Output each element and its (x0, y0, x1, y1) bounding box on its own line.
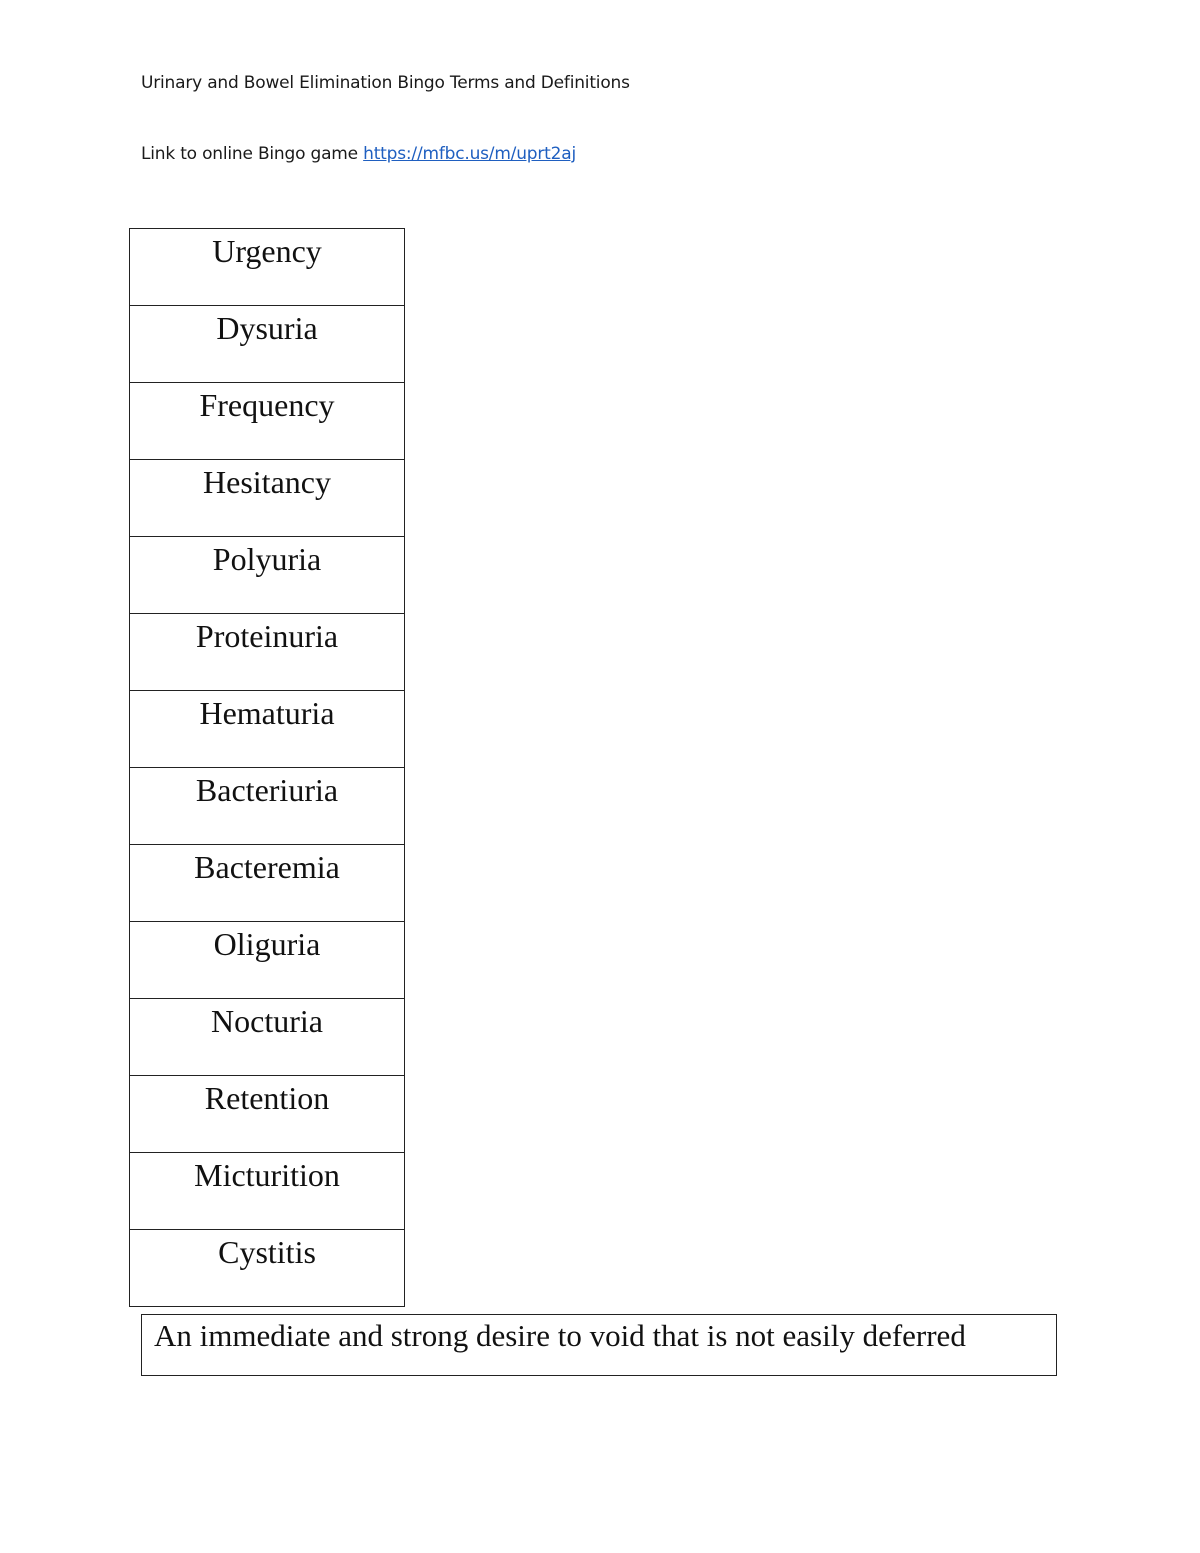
term-label: Hesitancy (203, 464, 331, 500)
term-label: Hematuria (199, 695, 335, 731)
definition-box: An immediate and strong desire to void that is not easily deferred (141, 1314, 1057, 1376)
term-label: Bacteriuria (195, 772, 339, 808)
term-cell (130, 922, 405, 999)
term-cell (130, 1076, 405, 1153)
term-cell (130, 999, 405, 1076)
table-row (130, 306, 405, 383)
term-cell (130, 614, 405, 691)
term-cell (130, 460, 405, 537)
term-cell (130, 1230, 405, 1307)
table-row (130, 1153, 405, 1230)
term-cell (130, 845, 405, 922)
table-row (130, 845, 405, 922)
link-line (141, 144, 576, 164)
term-cell (130, 691, 405, 768)
table-row (130, 537, 405, 614)
term-label: Oliguria (213, 926, 321, 962)
term-label: Nocturia (211, 1003, 323, 1039)
term-cell (130, 768, 405, 845)
table-row (130, 691, 405, 768)
link-prefix: Link to online Bingo game (141, 144, 364, 164)
term-cell (130, 537, 405, 614)
table-row (130, 922, 405, 999)
table-row (130, 460, 405, 537)
term-label: Frequency (199, 387, 335, 423)
table-row (130, 1230, 405, 1307)
table-row (130, 999, 405, 1076)
table-row (130, 614, 405, 691)
term-label: Urgency (212, 233, 322, 269)
page-title: Urinary and Bowel Elimination Bingo Terms and Definitions (141, 73, 630, 93)
term-label: Bacteremia (194, 849, 340, 885)
table-row (130, 383, 405, 460)
term-label: Cystitis (218, 1234, 316, 1270)
term-label: Proteinuria (195, 618, 339, 654)
term-label: Polyuria (212, 541, 322, 577)
table-row (130, 1076, 405, 1153)
term-cell (130, 383, 405, 460)
term-cell (130, 229, 405, 306)
bingo-game-link[interactable]: https://mfbc.us/m/uprt2aj (363, 144, 576, 164)
terms-table (129, 228, 405, 1307)
term-cell (130, 306, 405, 383)
table-row (130, 229, 405, 306)
term-label: Micturition (194, 1157, 340, 1193)
table-row (130, 768, 405, 845)
term-label: Retention (204, 1080, 330, 1116)
term-label: Dysuria (216, 310, 318, 346)
term-cell (130, 1153, 405, 1230)
